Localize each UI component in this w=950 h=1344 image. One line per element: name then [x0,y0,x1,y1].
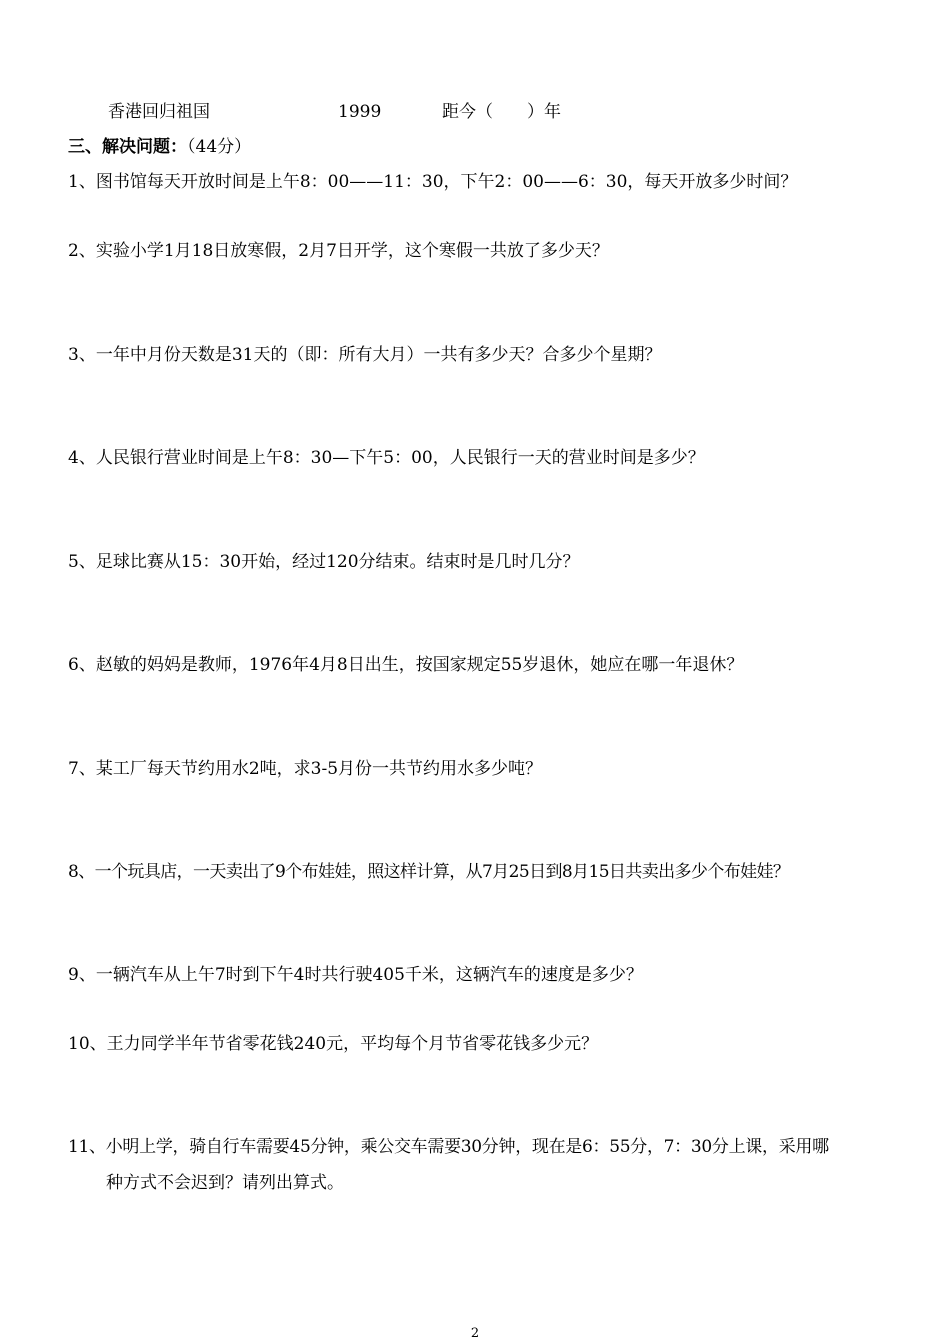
question-10: 10、王力同学半年节省零花钱240元，平均每个月节省零花钱多少元？ [68,1034,599,1054]
event-year: 1999 [338,102,382,122]
question-1: 1、图书馆每天开放时间是上午8：00——11：30，下午2：00——6：30，每天开放多少时间？ [68,172,798,192]
question-5: 5、足球比赛从15：30开始，经过120分结束。结束时是几时几分？ [68,552,580,572]
question-11-continuation: 种方式不会迟到？请列出算式。 [106,1173,344,1193]
question-3: 3、一年中月份天数是31天的（即：所有大月）一共有多少天？合多少个星期？ [68,345,662,365]
section-heading [68,136,251,158]
hong-kong-return-row [0,101,950,123]
section-title: 三、解决问题： [68,137,187,157]
page-number: 2 [470,1326,480,1341]
question-9: 9、一辆汽车从上午7时到下午4时共行驶405千米，这辆汽车的速度是多少？ [68,965,643,985]
question-2: 2、实验小学1月18日放寒假，2月7日开学，这个寒假一共放了多少天？ [68,241,609,261]
question-8: 8、一个玩具店，一天卖出了9个布娃娃，照这样计算，从7月25日到8月15日共卖出多少个布娃娃？ [68,862,790,882]
question-7: 7、某工厂每天节约用水2吨，求3-5月份一共节约用水多少吨？ [68,759,543,779]
section-points: （44分） [187,137,252,157]
question-6: 6、赵敏的妈妈是教师，1976年4月8日出生，按国家规定55岁退休，她应在哪一年退休？ [68,655,744,675]
question-11: 11、小明上学，骑自行车需要45分钟，乘公交车需要30分钟，现在是6：55分，7：30分上课，采用哪 [68,1137,829,1157]
years-since-blank: 距今（ ）年 [442,102,561,122]
event-name: 香港回归祖国 [108,102,210,122]
question-4: 4、人民银行营业时间是上午8：30—下午5：00，人民银行一天的营业时间是多少？ [68,448,705,468]
